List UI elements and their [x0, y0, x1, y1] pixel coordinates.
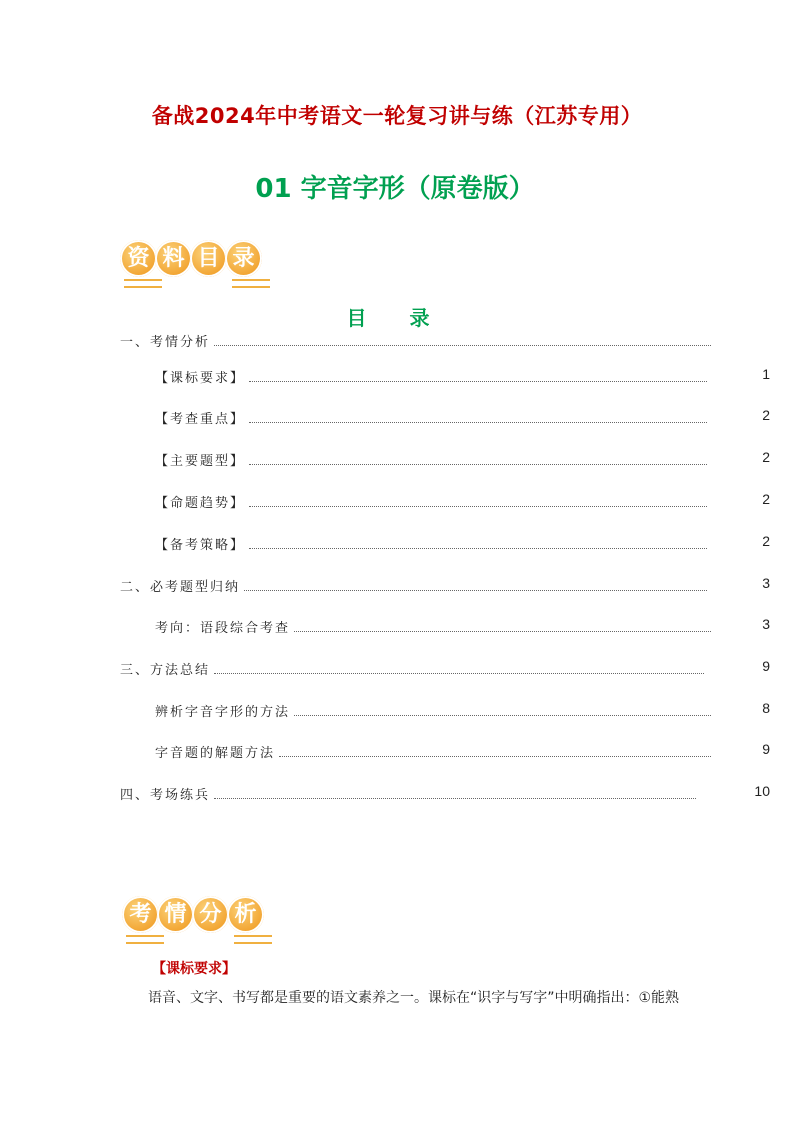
document-title: 备战2024年中考语文一轮复习讲与练（江苏专用）: [151, 104, 643, 128]
analysis-badge: [122, 896, 262, 933]
toc-leader-dots: [249, 496, 707, 507]
toc-leader-dots: [249, 454, 707, 465]
toc-entry-label: 【命题趋势】: [155, 495, 246, 511]
toc-page-number: 9: [762, 741, 770, 757]
toc-entry[interactable]: [120, 575, 711, 595]
toc-entry[interactable]: [120, 783, 700, 803]
toc-leader-dots: [249, 538, 707, 549]
toc-leader-dots: [294, 705, 711, 716]
badge-char: 资: [120, 240, 157, 277]
badge-char: 料: [155, 240, 192, 277]
toc-entry-label: 字音题的解题方法: [155, 745, 276, 761]
toc-entry[interactable]: [155, 449, 711, 469]
badge-char: 考: [122, 896, 159, 933]
toc-page-number: 2: [762, 533, 770, 549]
toc-page-number: 1: [762, 366, 770, 382]
toc-entry-label: 考向：语段综合考查: [155, 620, 291, 636]
toc-entry[interactable]: [120, 330, 715, 350]
toc-page-number: 9: [762, 658, 770, 674]
toc-entry-label: 四、考场练兵: [120, 787, 211, 803]
contents-badge: [120, 240, 260, 277]
toc-entry-label: 三、方法总结: [120, 662, 211, 678]
toc-entry[interactable]: [155, 366, 711, 386]
badge-underline: [126, 935, 164, 944]
toc-page-number: 8: [762, 700, 770, 716]
badge-char: 目: [190, 240, 227, 277]
toc-entry-label: 辨析字音字形的方法: [155, 704, 291, 720]
toc-leader-dots: [279, 746, 711, 757]
toc-entry[interactable]: [155, 700, 715, 720]
toc-entry-label: 【主要题型】: [155, 453, 246, 469]
toc-leader-dots: [244, 580, 707, 591]
toc-heading: 目 录: [346, 306, 448, 330]
toc-page-number: 2: [762, 449, 770, 465]
toc-entry-label: 二、必考题型归纳: [120, 579, 241, 595]
document-subtitle: 01 字音字形（原卷版）: [255, 174, 535, 204]
toc-entry[interactable]: [155, 741, 715, 761]
badge-underline: [234, 935, 272, 944]
toc-page-number: 2: [762, 491, 770, 507]
toc-leader-dots: [214, 663, 704, 674]
toc-page-number: 2: [762, 407, 770, 423]
toc-entry-label: 【考查重点】: [155, 411, 246, 427]
toc-leader-dots: [294, 621, 711, 632]
toc-entry-label: 【课标要求】: [155, 370, 246, 386]
toc-leader-dots: [214, 335, 711, 346]
badge-underline: [124, 279, 162, 288]
toc-entry[interactable]: [155, 491, 711, 511]
toc-entry-label: 一、考情分析: [120, 334, 211, 350]
badge-char: 析: [227, 896, 264, 933]
toc-page-number: 10: [754, 783, 770, 799]
section-label: 【课标要求】: [152, 961, 236, 977]
badge-char: 情: [157, 896, 194, 933]
toc-entry[interactable]: [155, 533, 711, 553]
toc-leader-dots: [249, 412, 707, 423]
toc-leader-dots: [214, 788, 696, 799]
toc-entry[interactable]: [120, 658, 708, 678]
toc-entry[interactable]: [155, 616, 715, 636]
toc-page-number: 3: [762, 616, 770, 632]
toc-page-number: 3: [762, 575, 770, 591]
badge-underline: [232, 279, 270, 288]
badge-char: 录: [225, 240, 262, 277]
badge-char: 分: [192, 896, 229, 933]
body-paragraph: 语音、文字、书写都是重要的语文素养之一。课标在“识字与写字”中明确指出：①能熟: [148, 990, 680, 1006]
toc-entry[interactable]: [155, 407, 711, 427]
toc-leader-dots: [249, 371, 707, 382]
toc-entry-label: 【备考策略】: [155, 537, 246, 553]
